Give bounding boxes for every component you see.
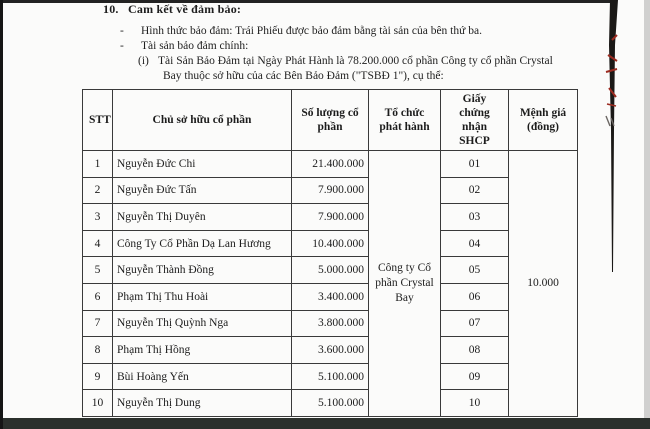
col-header-certificate: Giấy chứng nhận SHCP bbox=[441, 90, 509, 151]
col-header-par-value: Mệnh giá (đồng) bbox=[509, 90, 578, 151]
table-row bbox=[83, 390, 578, 417]
col-header-owner: Chủ sở hữu cổ phần bbox=[113, 90, 292, 151]
cell-owner: Nguyễn Thành Đồng bbox=[113, 257, 292, 284]
cell-shares: 10.400.000 bbox=[292, 230, 369, 257]
cell-certificate: 03 bbox=[441, 204, 509, 231]
scan-edge-top bbox=[0, 0, 617, 3]
cell-shares: 5.000.000 bbox=[292, 257, 369, 284]
cell-stt: 8 bbox=[83, 337, 113, 364]
cell-owner: Nguyễn Đức Tấn bbox=[113, 177, 292, 204]
cell-owner: Bùi Hoàng Yến bbox=[113, 363, 292, 390]
table-row bbox=[83, 337, 578, 364]
section-number: 10. bbox=[103, 2, 119, 16]
table-row bbox=[83, 177, 578, 204]
cell-certificate: 05 bbox=[441, 257, 509, 284]
cell-shares: 5.100.000 bbox=[292, 363, 369, 390]
table-row bbox=[83, 230, 578, 257]
scan-bottom-bar bbox=[0, 418, 650, 429]
table-row bbox=[83, 151, 578, 178]
bullet-text-main-collateral: Tài sản bảo đảm chính: bbox=[141, 40, 249, 52]
table-row bbox=[83, 257, 578, 284]
cell-shares: 21.400.000 bbox=[292, 151, 369, 178]
cell-shares: 3.800.000 bbox=[292, 310, 369, 337]
cell-stt: 10 bbox=[83, 390, 113, 417]
collateral-table bbox=[82, 89, 578, 417]
cell-owner: Phạm Thị Thu Hoài bbox=[113, 283, 292, 310]
page-fold-line bbox=[595, 0, 645, 290]
cell-owner: Nguyễn Thị Quỳnh Nga bbox=[113, 310, 292, 337]
cell-shares: 7.900.000 bbox=[292, 204, 369, 231]
cell-certificate: 06 bbox=[441, 283, 509, 310]
cell-shares: 5.100.000 bbox=[292, 390, 369, 417]
cell-certificate: 01 bbox=[441, 151, 509, 178]
cell-stt: 1 bbox=[83, 151, 113, 178]
cell-owner: Nguyễn Thị Dung bbox=[113, 390, 292, 417]
cell-certificate: 08 bbox=[441, 337, 509, 364]
section-heading: Cam kết về đảm bảo: bbox=[128, 2, 242, 16]
bullet-marker: - bbox=[120, 25, 124, 37]
cell-par-value-merged: 10.000 bbox=[509, 151, 578, 417]
cell-owner: Nguyễn Thị Duyên bbox=[113, 204, 292, 231]
cell-owner: Công Ty Cổ Phần Dạ Lan Hương bbox=[113, 230, 292, 257]
cell-shares: 3.400.000 bbox=[292, 283, 369, 310]
bullet-text-guarantee-form: Hình thức bảo đảm: Trái Phiếu được bảo đảm bằng tài sản của bên thứ ba. bbox=[141, 25, 482, 37]
cell-stt: 6 bbox=[83, 283, 113, 310]
cell-certificate: 04 bbox=[441, 230, 509, 257]
cell-issuer-merged: Công ty Cổ phần Crystal Bay bbox=[369, 151, 441, 417]
table-row bbox=[83, 363, 578, 390]
cell-certificate: 07 bbox=[441, 310, 509, 337]
scan-edge-left bbox=[0, 0, 3, 429]
sub-item-line2: Bay thuộc sở hữu của các Bên Bảo Đảm ("TSBĐ 1"), cụ thể: bbox=[163, 70, 444, 82]
cell-owner: Nguyễn Đức Chi bbox=[113, 151, 292, 178]
cell-owner: Phạm Thị Hồng bbox=[113, 337, 292, 364]
col-header-issuer: Tổ chức phát hành bbox=[369, 90, 441, 151]
cell-stt: 4 bbox=[83, 230, 113, 257]
sub-item-marker: (i) bbox=[138, 55, 149, 67]
cell-stt: 7 bbox=[83, 310, 113, 337]
table-row bbox=[83, 283, 578, 310]
table-row bbox=[83, 204, 578, 231]
cell-stt: 2 bbox=[83, 177, 113, 204]
cell-stt: 9 bbox=[83, 363, 113, 390]
table-row bbox=[83, 310, 578, 337]
col-header-shares: Số lượng cổ phần bbox=[292, 90, 369, 151]
cell-shares: 7.900.000 bbox=[292, 177, 369, 204]
cell-shares: 3.600.000 bbox=[292, 337, 369, 364]
cell-stt: 3 bbox=[83, 204, 113, 231]
bullet-marker: - bbox=[120, 40, 124, 52]
table-header-row bbox=[83, 90, 578, 151]
cell-stt: 5 bbox=[83, 257, 113, 284]
col-header-stt: STT bbox=[83, 90, 113, 151]
sub-item-line1: Tài Sản Bảo Đảm tại Ngày Phát Hành là 78.200.000 cổ phần Công ty cổ phần Crystal bbox=[158, 55, 553, 67]
cell-certificate: 02 bbox=[441, 177, 509, 204]
cell-certificate: 10 bbox=[441, 390, 509, 417]
cell-certificate: 09 bbox=[441, 363, 509, 390]
